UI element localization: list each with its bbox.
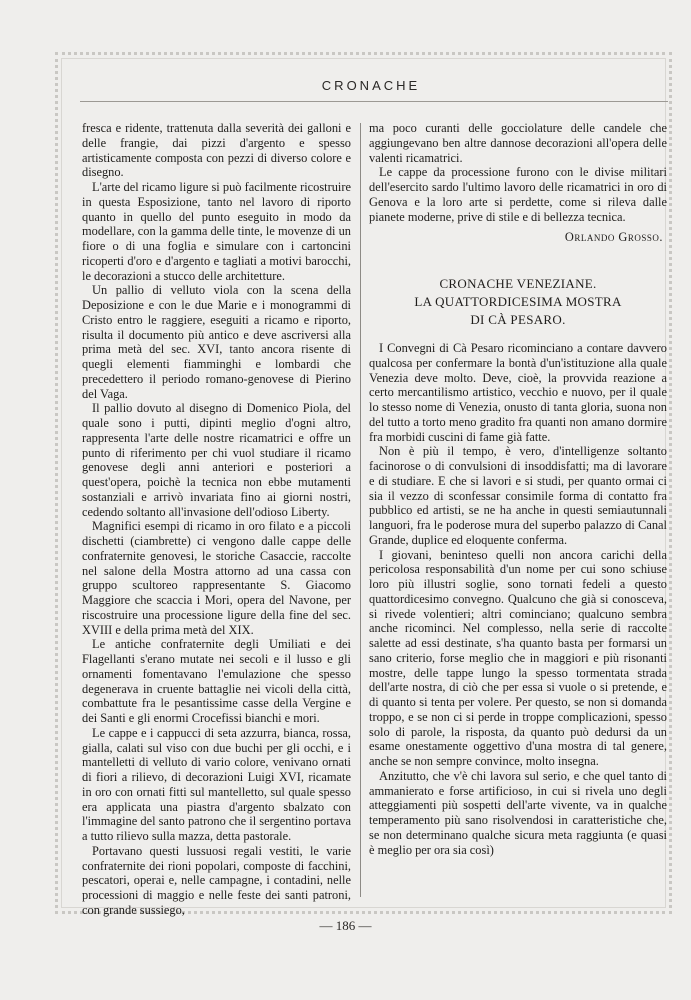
paragraph: L'arte del ricamo ligure si può facilmente ricostruire in questa Esposizione, tanto nel lavoro di riporto quanto in quello del punto eseguito in modo da modellare, con la gamma delle tinte, le movenze di un fiore o di una foglia e simulare con i cartoncini ricoperti d'oro e d'argento e tagliati a motivi barocchi, le decorazioni a stucco delle architetture. bbox=[82, 180, 351, 283]
paragraph: Portavano questi lussuosi regali vestiti, le varie confraternite dei rioni popolari, composte di facchini, pescatori, operai e, nelle campagne, i contadini, nelle processioni di maggio e nelle feste dei santi patroni, con grande sussiego, bbox=[82, 843, 351, 917]
section-title: CRONACHE VENEZIANE. bbox=[439, 276, 597, 291]
paragraph: Il pallio dovuto al disegno di Domenico Piola, del quale sono i putti, dipinti meglio d'ogni altro, rappresenta l'arte delle nostre ricamatrici e offre un punto di riferimento per chi vuol studiare il ricamo genovese degli anni anteriori e posteriori a quest'opera, poichè la tecnica non ebbe mutamenti sostanziali e arrivò invariata fino ai giorni nostri, cedendo soltanto all'invasione dell'odioso Liberty. bbox=[82, 401, 351, 519]
paragraph: Le antiche confraternite degli Umiliati e dei Flagellanti s'erano mutate nei secoli e il lusso e gli ornamenti fomentavano l'emulazione che spesso degenerava in cruente battaglie nei vicoli della città, combattute fra le pesantissime casse della Vergine e dei Santi e gli enormi Crocefissi bianchi e mori. bbox=[82, 637, 351, 725]
section-subtitle: LA QUATTORDICESIMA MOSTRA bbox=[414, 294, 622, 309]
right-column bbox=[369, 121, 667, 857]
paragraph: Le cappe e i cappucci di seta azzurra, bianca, rossa, gialla, calati sul viso con due buchi per gli occhi, e i mantelletti di velluto di vario colore, venivano ornati di fiori a rilievo, di decorazioni Luigi XVI, ricamate in oro con ornati fitti sul mantelletto, sul quale spesso era applicata una piastra d'argento sbalzato con l'immagine del santo patrono che il sergentino portava a tutto rilievo sulla mazza, detta pastorale. bbox=[82, 725, 351, 843]
running-header: CRONACHE bbox=[321, 78, 421, 93]
paragraph: fresca e ridente, trattenuta dalla severità dei galloni e delle frangie, dai pizzi d'argento e spesso artisticamente composta con pezzi di diverso colore e disegno. bbox=[82, 121, 351, 180]
paragraph: I Convegni di Cà Pesaro ricominciano a contare davvero qualcosa per confermare la bontà d'un'istituzione alla quale Venezia deve molto. Deve, cioè, la provvida reazione a certo mercantilismo artistico, vecchio e nuovo, per il quale lo stesso nome di Venezia, onusto di tanta gloria, suona non del tutto a torto meno gradito fra quanti non amano dormire fra morbidi cuscini di fame già fatte. bbox=[369, 341, 667, 444]
author-signature: Orlando Grosso. bbox=[564, 230, 663, 245]
paragraph: Anzitutto, che v'è chi lavora sul serio, e che quel tanto di ammanierato e forse artificioso, in cui si rivela uno degli atteggiamenti più sospetti dell'arte vivente, va in qualche temperamento più sano risolvendosi in caratteristiche che, se non determinano qualche sicura meta raggiunta (e quasi è meglio per ora sia così) bbox=[369, 768, 667, 857]
paragraph: Un pallio di velluto viola con la scena della Deposizione e con le due Marie e i monogrammi di Cristo entro le raggiere, eseguiti a ricamo e riporto, risulta il documento più antico e deve ascriversi alla prima metà del sec. XVI, tanto ancora risente di quegli elementi fiamminghi e lombardi che precedettero il periodo romano-genovese di Pierino del Vaga. bbox=[82, 283, 351, 401]
paragraph: I giovani, beninteso quelli non ancora carichi della pericolosa responsabilità d'un nome per cui sono schiuse loro più illustri soglie, sono tornati fedeli a questo quattordicesimo convegno. Qualcuno che già si conosceva, si rivede volentieri; altri cominciano; qualcuno sembra anche ricominci. Nel complesso, nella serie di raccolte salette ad essi destinate, s'ha quanto basta per formarsi un sano criterio, forse meglio che in maggiori e più risonanti mostre, delle tappe lungo la spesso tormentata strada dell'arte nostra, di ciò che per essa si vuole o si pretende, e di quanto si tenta per volere. Per questo, se non si domanda troppo, e se non ci si perde in troppe complicazioni, spesso solo di parole, la risposta, da quanto può dedursi da un esame onestamente oggettivo d'una mostra di tal genere, anche se non sempre convince, molto insegna. bbox=[369, 547, 667, 768]
paragraph: Magnifici esempi di ricamo in oro filato e a piccoli dischetti (ciambrette) ci vengono dalle cappe delle confraternite genovesi, le storiche Casaccie, raccolte nel salone della Mostra attorno ad una cassa con gruppo scultoreo rappresentante S. Giacomo Maggiore che scaccia i Mori, opera del Navone, per riscostruire una processione ligure della fine del sec. XVIII e della prima metà del XIX. bbox=[82, 519, 351, 637]
section-subtitle: DI CÀ PESARO. bbox=[470, 312, 566, 327]
column-divider bbox=[360, 123, 361, 897]
paragraph: Non è più il tempo, è vero, d'intelligenze soltanto facinorose o di convulsioni di insoddisfatti; ma di lavorare e di studiare. E che si lavori e si studi, per quanto ormai ci sia il vezzo di sconfessar consimile forma di contatto fra pubblico ed artisti, se ne ha anche in questi semiautunnali languori, fra le poderose mura del superbo palazzo di Canal Grande, duplice ed eloquente conferma. bbox=[369, 444, 667, 547]
left-column bbox=[82, 121, 351, 918]
paragraph: Le cappe da processione furono con le divise militari dell'esercito sardo l'ultimo lavoro delle ricamatrici in oro di Genova e la loro arte si perdette, come si rileva dalle pianete moderne, prive di stile e di bellezza tecnica. bbox=[369, 165, 667, 224]
page-number: — 186 — bbox=[319, 918, 372, 933]
header-rule bbox=[80, 101, 668, 102]
paragraph: ma poco curanti delle gocciolature delle candele che aggiungevano ben altre dannose decorazioni all'opera delle valenti ricamatrici. bbox=[369, 121, 667, 165]
